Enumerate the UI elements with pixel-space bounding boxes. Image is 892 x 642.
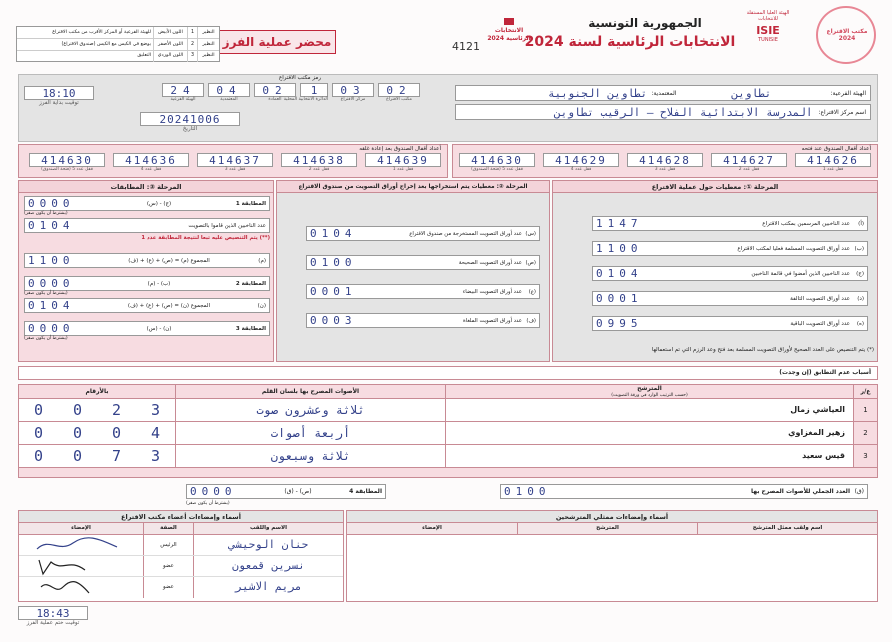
isie-stamp-logo — [806, 4, 886, 66]
signature-scribble-icon — [19, 535, 143, 555]
code-cell — [283, 83, 328, 107]
match4-formula: (ص) - (ق) — [284, 488, 312, 495]
member-name: نسرين قمعون — [193, 556, 343, 576]
digit: 2 — [111, 401, 122, 419]
reps-panel — [346, 510, 878, 602]
total-code: (ق) — [854, 488, 864, 495]
stamp-text: مكتب الاقتراع 2024 — [826, 28, 868, 42]
copy-color: اللون الوردي — [153, 51, 187, 62]
seal-close-value: 414638 — [281, 153, 357, 167]
seal-open-value: 414629 — [543, 153, 619, 167]
stage1-label: عدد الناخبين المرسمين بمكتب الاقتراع — [762, 220, 850, 227]
col-name-sub: (حسب الترتيب الوارد في ورقة التصويت) — [611, 393, 688, 398]
match3-label: المطابقة 3 — [235, 325, 266, 332]
match4-label: المطابقة 4 — [349, 488, 382, 495]
col-name — [445, 385, 853, 398]
sum-m-code: (م) — [258, 257, 266, 264]
seal-open — [459, 153, 535, 172]
member-row — [19, 577, 343, 598]
code-cell — [332, 83, 374, 107]
seal-open-value: 414627 — [711, 153, 787, 167]
stage1-code: (أ) — [858, 220, 864, 227]
digit: 0 — [33, 424, 44, 442]
members-h3: الإمضاء — [71, 525, 91, 531]
stage1-label: عدد أوراق التصويت المسلمة فعليا لمكتب الاقتراع — [737, 245, 850, 252]
member-name: حنان الوحيشي — [193, 535, 343, 555]
code-label: الهيئة الفرعية — [170, 97, 196, 102]
voters-note: (**) يتم التنصيص عليه تبعا لنتيجة المطابقة عدد 1 — [141, 235, 270, 241]
end-time-value: 18:43 — [18, 606, 88, 620]
stage3-title: المرحلة ③: المطابقات — [19, 181, 273, 193]
digit: 3 — [150, 447, 161, 465]
seal-close-value: 414637 — [197, 153, 273, 167]
seal-open-value: 414626 — [795, 153, 871, 167]
total-votes-row — [500, 484, 868, 499]
code-value: 02 — [254, 83, 296, 97]
stage2-value: 0001 — [310, 285, 357, 298]
code-label: العمادة — [268, 97, 282, 102]
seal-close — [197, 153, 273, 172]
candidates-table — [18, 384, 878, 478]
stage1-code: (ب) — [854, 245, 864, 252]
copy-color: اللون الأبيض — [153, 27, 187, 38]
stage1-row — [592, 266, 868, 281]
seals-open-title: أعداد أقفال الصندوق عند فتحه — [801, 146, 871, 152]
match4-row — [186, 484, 386, 499]
stage2-label: عدد أوراق التصويت المستخرجة من صندوق الاقتراع — [409, 230, 522, 237]
members-h1: الاسم واللقب — [193, 523, 343, 534]
copy-row — [17, 27, 219, 39]
stage1-title: المرحلة ①: معطيات حول عملية الاقتراع — [553, 181, 877, 193]
end-time-field — [18, 606, 88, 626]
election-logo — [486, 18, 532, 60]
stage2-row — [306, 255, 540, 270]
digit: 0 — [111, 424, 122, 442]
date-label: التاريخ — [182, 126, 198, 132]
copy-label: النظير — [197, 27, 219, 38]
stage2-title: المرحلة ②: معطيات يتم استخراجها بعد إخراج أوراق التصويت من صندوق الاقتراع — [277, 181, 549, 193]
match1-row — [24, 196, 270, 211]
member-name: مريم الاشير — [193, 577, 343, 598]
must-zero-note: (يشترط أن يكون صفر) — [24, 211, 68, 216]
seals-close-panel — [18, 144, 448, 178]
seals-close-title: أعداد أقفال الصندوق بعد إعادة غلقه — [359, 146, 441, 152]
stage2-value: 0104 — [310, 227, 357, 240]
seal-close — [29, 153, 105, 172]
code-label: الدائرة الانتخابية المحلية — [283, 97, 328, 102]
must-zero-note: (يشترط أن يكون صفر) — [24, 336, 68, 341]
code-label: مركز الاقتراع — [340, 97, 366, 102]
code-cell — [254, 83, 296, 107]
seal-close-label: قفل عدد 4 — [140, 167, 162, 172]
code-cell — [378, 83, 420, 107]
stage1-value: 1147 — [596, 217, 643, 230]
seal-open-label: قفل عدد 4 — [570, 167, 592, 172]
candidate-row — [19, 399, 877, 422]
office-code-row — [140, 83, 420, 107]
stage1-rows — [592, 216, 868, 341]
seal-open — [795, 153, 871, 172]
match3-value: 0000 — [28, 322, 75, 335]
match1-label: المطابقة 1 — [235, 200, 266, 207]
must-zero-note: (يشترط أن يكون صفر) — [24, 291, 68, 296]
match4-value: 0000 — [190, 485, 237, 498]
election-title: الانتخابات الرئاسية لسنة 2024 — [524, 34, 736, 50]
center-value: المدرسة الابتدائية الفلاح – الرقيب تطاوين — [554, 105, 813, 119]
seal-open-value: 414628 — [627, 153, 703, 167]
col-num: ع/ر — [853, 385, 877, 398]
seal-close — [365, 153, 441, 172]
code-label: مكتب الاقتراع — [386, 97, 412, 102]
code-cell — [208, 83, 250, 107]
seal-close — [281, 153, 357, 172]
copy-row — [17, 39, 219, 51]
start-time-label: توقيت بداية الفرز — [39, 100, 79, 106]
reps-h1: اسم ولقب ممثل المترشح — [697, 523, 877, 534]
members-h2: الصفة — [143, 523, 193, 534]
voters-label: عدد الناخبين الذين قاموا بالتصويت — [188, 222, 266, 229]
copy-label: النظير — [197, 51, 219, 62]
copy-dest: للهيئة الفرعية أو المركز الأقرب من مكتب الاقتراع — [52, 30, 151, 35]
digit: 7 — [111, 447, 122, 465]
voters-value: 0104 — [28, 219, 75, 232]
candidate-words: أربعة أصوات — [175, 422, 445, 444]
col-digits: بالأرقام — [85, 388, 109, 395]
match4-note: (يشترط أن يكون صفر) — [186, 501, 230, 506]
seal-open-label: قفل عدد 3 — [654, 167, 676, 172]
candidates-header — [19, 385, 877, 399]
signature-scribble-icon — [19, 556, 143, 576]
digit: 0 — [33, 401, 44, 419]
total-label: العدد الجملي للأصوات المصرح بها — [751, 488, 850, 495]
stage2-value: 0100 — [310, 256, 357, 269]
code-value: 24 — [162, 83, 204, 97]
members-title: أسماء وإمضاءات أعضاء مكتب الاقتراع — [19, 511, 343, 523]
copy-num: 2 — [187, 39, 197, 50]
stage1-row — [592, 291, 868, 306]
seal-close-label: قفل عدد 5 (فتحة الصندوق) — [41, 167, 93, 172]
seal-open-label: قفل عدد 2 — [738, 167, 760, 172]
sum-n-value: 0104 — [28, 299, 75, 312]
sum-n-row — [24, 298, 270, 313]
logo-text: الانتخابات الرئاسية 2024 — [487, 27, 531, 42]
seal-close-value: 414630 — [29, 153, 105, 167]
stage1-row — [592, 216, 868, 231]
members-header — [19, 523, 343, 535]
sum-n-label: المجموع (ن) = (ص) + (ع) + (ف) — [127, 302, 211, 309]
end-time-label: توقيت ختم عملية الفرز — [26, 620, 80, 626]
code-label: المعتمدية — [220, 97, 238, 102]
seal-open-label: قفل عدد 5 (فتحة الصندوق) — [471, 167, 523, 172]
copy-row — [17, 51, 219, 62]
sum-m-label: المجموع (م) = (ص) + (ع) + (ف) — [128, 257, 210, 264]
seal-open — [543, 153, 619, 172]
code-value: 04 — [208, 83, 250, 97]
seals-close-values — [19, 153, 447, 172]
stage1-code: (د) — [857, 295, 864, 302]
office-code-title: رمز مكتب الاقتراع — [279, 75, 321, 81]
code-value: 02 — [378, 83, 420, 97]
signature-scribble-icon — [19, 577, 143, 598]
subcommittee-label: الهيئة الفرعية: — [830, 89, 866, 97]
tunisia-flag-icon — [504, 18, 514, 25]
seal-open-label: قفل عدد 1 — [822, 167, 844, 172]
stage1-code: (ه) — [856, 320, 864, 327]
copy-dest: التعليق — [137, 53, 151, 58]
stage2-value: 0003 — [310, 314, 357, 327]
voters-row — [24, 218, 270, 233]
match1-formula: (ج) - (س) — [146, 200, 172, 207]
stage1-value: 0995 — [596, 317, 643, 330]
digit: 4 — [150, 424, 161, 442]
copy-num: 1 — [187, 27, 197, 38]
candidate-num: 3 — [853, 445, 877, 467]
member-row — [19, 556, 343, 577]
total-value: 0100 — [504, 485, 551, 498]
digit: 0 — [72, 401, 83, 419]
stage1-value: 1100 — [596, 242, 643, 255]
stage1-row — [592, 316, 868, 331]
copy-label: النظير — [197, 39, 219, 50]
candidate-digits — [19, 445, 175, 467]
candidate-name: قيس سعيد — [445, 445, 853, 467]
center-row — [455, 104, 871, 120]
seal-close-label: قفل عدد 1 — [392, 167, 414, 172]
digit: 0 — [72, 447, 83, 465]
copy-color: اللون الأصفر — [153, 39, 187, 50]
date-field — [140, 112, 240, 132]
code-cell — [162, 83, 204, 107]
isie-label: ISIE — [756, 24, 780, 37]
subcommittee-row — [455, 85, 871, 101]
candidate-digits — [19, 399, 175, 421]
start-time-value: 18:10 — [24, 86, 94, 100]
match2-row — [24, 276, 270, 291]
seals-open-panel — [452, 144, 878, 178]
code-value: 03 — [332, 83, 374, 97]
match2-formula: (ب) - (م) — [147, 280, 171, 287]
sum-m-value: 1100 — [28, 254, 75, 267]
discrepancy-row — [18, 366, 878, 380]
reps-header — [347, 523, 877, 535]
member-role: عضو — [143, 577, 193, 598]
copies-table — [16, 26, 220, 62]
minutes-title-badge: محضر عملية الفرز — [218, 30, 336, 54]
stage2-row — [306, 284, 540, 299]
seal-close — [113, 153, 189, 172]
discrepancy-label: أسباب عدم التطابق (إن وجدت) — [779, 369, 871, 376]
seal-close-value: 414636 — [113, 153, 189, 167]
stage2-code: (ص) — [525, 259, 536, 266]
match3-row — [24, 321, 270, 336]
col-name-title: المترشح — [637, 385, 662, 392]
isie-ar: الهيئة العليا المستقلة للانتخابات — [746, 10, 790, 22]
isie-sub: TUNISIE — [758, 37, 778, 43]
stage1-label: عدد أوراق التصويت الباقية — [790, 320, 850, 327]
stage2-label: عدد أوراق التصويت البيضاء — [462, 288, 522, 295]
digit: 0 — [33, 447, 44, 465]
stage3-body — [24, 196, 270, 341]
delegation-value: تطاوين الجنوبية — [547, 86, 648, 100]
stage1-value: 0001 — [596, 292, 643, 305]
stage1-row — [592, 241, 868, 256]
stage1-label: عدد أوراق التصويت التالفة — [790, 295, 850, 302]
candidate-digits — [19, 422, 175, 444]
isie-logo — [736, 10, 800, 60]
candidate-name: العياشي زمال — [445, 399, 853, 421]
stage1-code: (ج) — [856, 270, 864, 277]
stage2-row — [306, 313, 540, 328]
stage1-label: عدد الناخبين الذين أمضوا في قائمة الناخبين — [751, 270, 850, 277]
digit: 3 — [150, 401, 161, 419]
stage2-label: عدد أوراق التصويت الملغاة — [462, 317, 522, 324]
seal-close-label: قفل عدد 3 — [224, 167, 246, 172]
member-role: عضو — [143, 556, 193, 576]
stage1-value: 0104 — [596, 267, 643, 280]
member-role: الرئيس — [143, 535, 193, 555]
candidate-name: زهير المغزاوي — [445, 422, 853, 444]
stage2-row — [306, 226, 540, 241]
copy-dest: يوضع في الكيس مع الكيس (صندوق الاقتراع) — [61, 42, 151, 47]
candidate-words: ثلاثة وعشرون صوت — [175, 399, 445, 421]
digit: 0 — [72, 424, 83, 442]
seal-open — [711, 153, 787, 172]
candidate-row — [19, 445, 877, 468]
seal-close-value: 414639 — [365, 153, 441, 167]
member-row — [19, 535, 343, 556]
serial-number: 4121 — [452, 40, 480, 53]
col-words: الأصوات المصرح بها بلسان القلم — [175, 385, 445, 398]
seal-open-value: 414630 — [459, 153, 535, 167]
stage2-code: (س) — [525, 230, 536, 237]
seals-open-values — [453, 153, 877, 172]
center-label: اسم مركز الاقتراع: — [818, 108, 866, 116]
subcommittee-value: تطاوين — [731, 86, 772, 100]
candidate-words: ثلاثة وسبعون — [175, 445, 445, 467]
republic-title: الجمهورية التونسية — [588, 16, 702, 30]
reps-h2: المترشح — [517, 523, 697, 534]
members-panel — [18, 510, 344, 602]
reps-h3: الإمضاء — [422, 525, 442, 531]
sum-m-row — [24, 253, 270, 268]
sum-n-code: (ن) — [257, 302, 266, 309]
delegation-label: المعتمدية: — [651, 89, 677, 97]
match3-formula: (ن) - (س) — [146, 325, 172, 332]
stage2-code: (ف) — [526, 317, 536, 324]
match2-value: 0000 — [28, 277, 75, 290]
code-value: 1 — [300, 83, 328, 97]
start-time-field — [24, 86, 94, 106]
stage2-rows — [306, 226, 540, 342]
reps-title: أسماء وإمضاءات ممثلي المترشحين — [347, 511, 877, 523]
copy-num: 3 — [187, 51, 197, 62]
stage2-label: عدد أوراق التصويت الصحيحة — [458, 259, 522, 266]
stage1-note: (*) يتم التنصيص على العدد الصحيح لأوراق التصويت المسلمة بعد فتح وعد الرزم التي تم استعمالها — [651, 347, 874, 353]
date-value: 20241006 — [140, 112, 240, 126]
seal-close-label: قفل عدد 2 — [308, 167, 330, 172]
match1-value: 0000 — [28, 197, 75, 210]
candidate-row — [19, 422, 877, 445]
candidate-num: 1 — [853, 399, 877, 421]
candidate-num: 2 — [853, 422, 877, 444]
seal-open — [627, 153, 703, 172]
stage2-code: (ع) — [528, 288, 536, 295]
match2-label: المطابقة 2 — [235, 280, 266, 287]
